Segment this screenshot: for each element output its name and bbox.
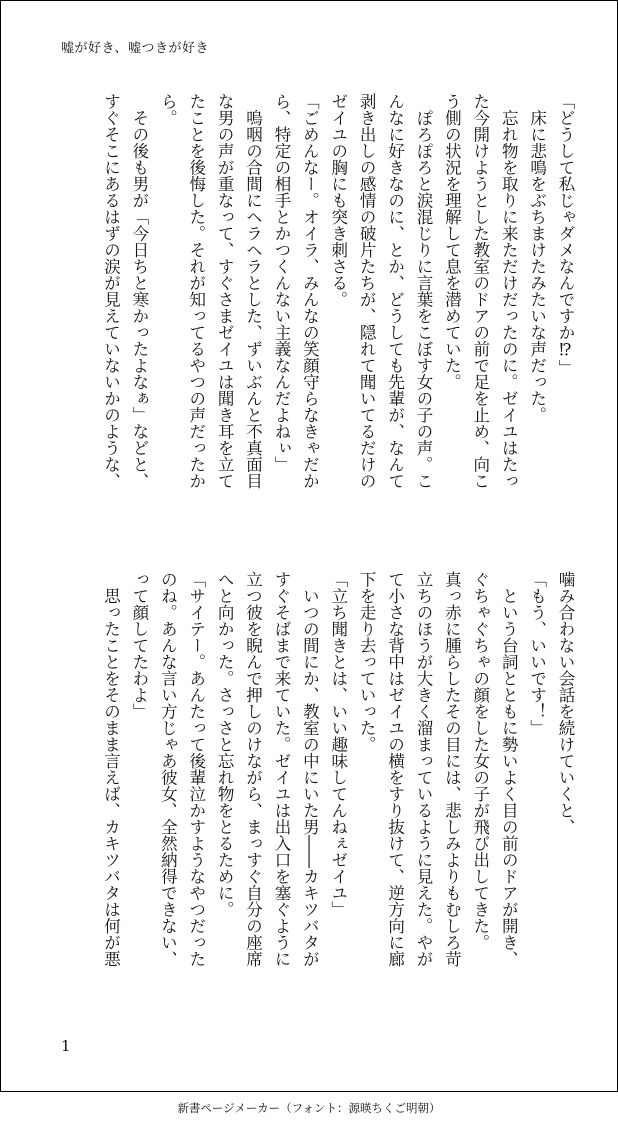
- text-line: いつの間にか、教室の中にいた男――カキツバタが: [300, 571, 320, 967]
- text-line: んなに好きなのに、とか、どうしても先輩が、なんて: [385, 93, 405, 489]
- text-line: 真っ赤に腫らしたその目には、悲しみよりもむしろ苛: [442, 571, 462, 967]
- text-line: 嗚咽の合間にヘラヘラとした、ずいぶんと不真面目: [243, 93, 263, 489]
- text-line: 下を走り去っていった。: [357, 571, 377, 753]
- text-line: 剥き出しの感情の破片たちが、隠れて聞いてるだけの: [357, 93, 377, 489]
- text-line: て小さな背中はゼイユの横をすり抜けて、逆方向に廊: [385, 571, 405, 967]
- text-line: ゼイユの胸にも突き刺さる。: [328, 93, 348, 308]
- text-line: すぐそこにあるはずの涙が見えていないかのような、: [101, 93, 121, 489]
- text-line: ら、特定の相手とかつくんない主義なんだよねぃ」: [271, 93, 291, 473]
- text-line: 床に悲鳴をぶちまけたみたいな声だった。: [527, 93, 547, 423]
- lower-text-column: [39, 571, 579, 1008]
- text-line: う側の状況を理解して息を潜めていた。: [442, 93, 462, 390]
- footer-credit: 新書ページメーカー（フォント：源暎ちくご明朝）: [177, 1101, 441, 1115]
- text-line: た今開けようとした教室のドアの前で足を止め、向こ: [470, 93, 490, 489]
- running-title: 嘘が好き、嘘つきが好き: [61, 41, 209, 56]
- text-line: 忘れ物を取りに来ただけだったのに。ゼイユはたっ: [499, 93, 519, 489]
- text-line: という台詞とともに勢いよく目の前のドアが開き、: [499, 571, 519, 967]
- text-line: 「どうして私じゃダメなんですか⁉」: [556, 93, 575, 376]
- text-line: へと向かった。さっさと忘れ物をとるために。: [215, 571, 235, 918]
- text-line: ぽろぽろと涙混じりに言葉をこぼす女の子の声。こ: [413, 93, 433, 489]
- text-line: 「サイテー。あんたって後輩泣かすようなやつだった: [186, 571, 206, 967]
- text-line: たことを後悔した。それが知ってるやつの声だったか: [186, 93, 206, 489]
- text-line: 「立ち聞きとは、いい趣味してんねぇゼイユ」: [328, 571, 348, 918]
- page-number: 1: [61, 1037, 71, 1055]
- text-line: って顔してたわよ」: [129, 571, 149, 720]
- text-line: 立ちのほうが大きく溜まっているように見えた。やが: [413, 571, 433, 967]
- text-line: 噛み合わない会話を続けていくと、: [556, 571, 575, 835]
- text-line: 立つ彼を睨んで押しのけながら、まっすぐ自分の座席: [243, 571, 263, 967]
- text-line: な男の声が重なって、すぐさまゼイユは聞き耳を立て: [215, 93, 235, 489]
- text-line: その後も男が「今日ちと寒かったよなぁ」などと、: [129, 93, 149, 489]
- text-line: 「もう、いいです！」: [527, 571, 547, 736]
- upper-text-column: [39, 93, 579, 528]
- text-line: 「ごめんなー。オイラ、みんなの笑顔守らなきゃだか: [300, 93, 320, 489]
- text-line: すぐそばまで来ていた。ゼイユは出入口を塞ぐように: [271, 571, 291, 967]
- text-line: のね。あんな言い方じゃあ彼女、全然納得できない、: [158, 571, 178, 967]
- text-line: ら。: [158, 93, 178, 126]
- text-line: ぐちゃぐちゃの顔をした女の子が飛び出してきた。: [470, 571, 490, 951]
- text-line: 思ったことをそのまま言えば、カキツバタは何が悪: [101, 571, 121, 967]
